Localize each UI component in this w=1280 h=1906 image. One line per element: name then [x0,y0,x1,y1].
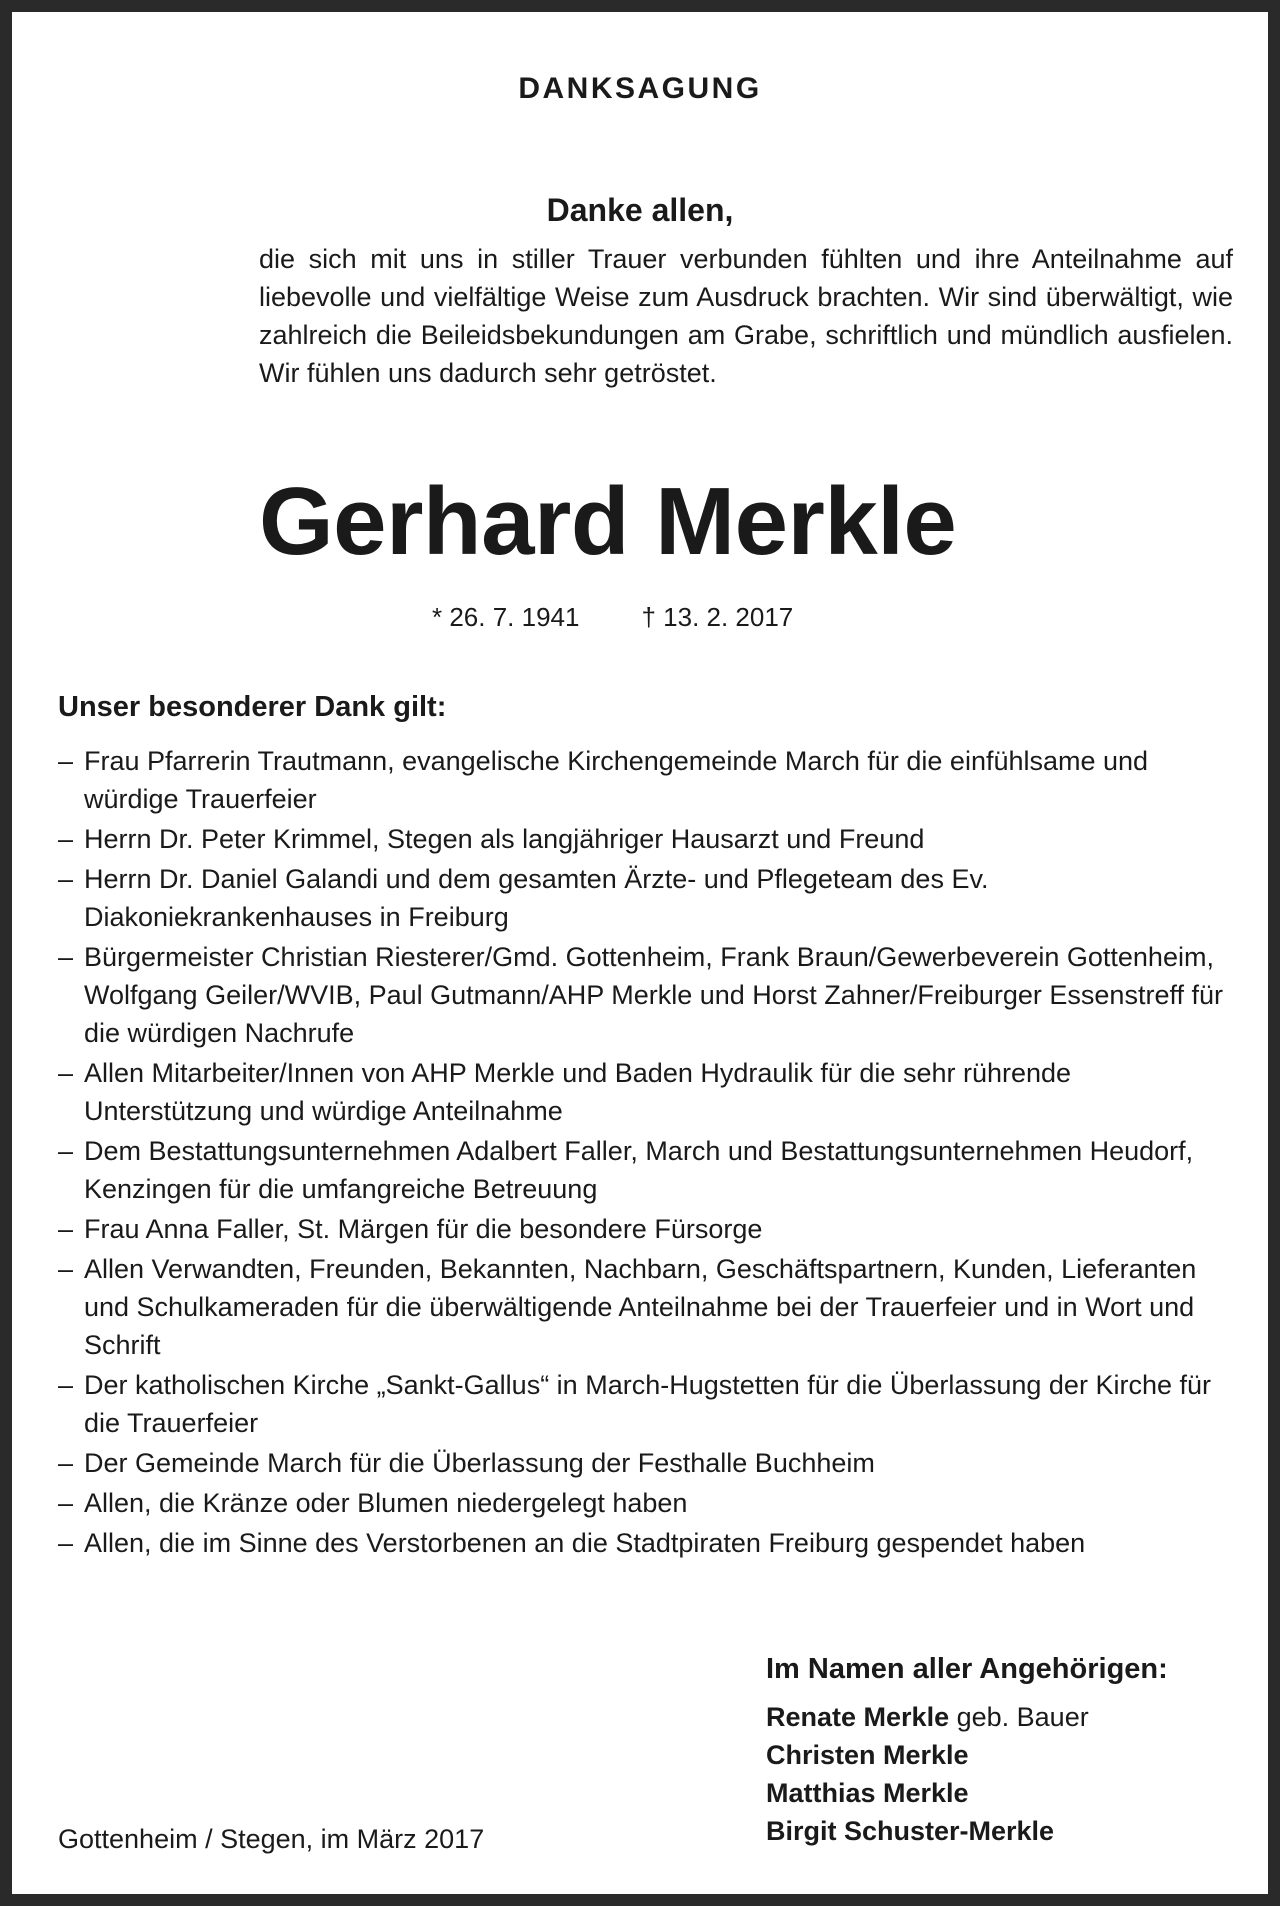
thanks-item: – Der Gemeinde March für die Überlassung der Festhalle Buchheim [58,1448,875,1478]
signoff-block [766,1650,1236,1850]
thanks-item: – Allen Mitarbeiter/Innen von AHP Merkle und Baden Hydraulik für die sehr rührende Unterstützung und würdige Anteilnahme [58,1058,1072,1126]
thanks-item: – Allen, die Kränze oder Blumen niedergelegt haben [58,1488,688,1518]
intro-paragraph: die sich mit uns in stiller Trauer verbunden fühlten und ihre Anteilnahme auf liebevolle und vielfältige Weise zum Ausdruck brachten. Wir sind überwältigt, wie zahlreich die Beileidsbekundungen am Grabe, schriftlich und mündlich ausfielen. Wir fühlen uns dadurch sehr getröstet. [259,244,1233,388]
signer: Birgit Schuster-Merkle [766,1816,1055,1846]
birth-date: * 26. 7. 1941 [432,602,580,632]
thanks-item: – Herrn Dr. Daniel Galandi und dem gesamten Ärzte- und Pflegeteam des Ev. Diakoniekrankenhauses in Freiburg [58,864,989,932]
thanks-item: – Allen Verwandten, Freunden, Bekannten, Nachbarn, Geschäftspartnern, Kunden, Lieferanten und Schulkameraden für die überwältigende Anteilnahme bei der Trauerfeier und in Wort und Schrift [58,1254,1197,1360]
thanks-item: – Herrn Dr. Peter Krimmel, Stegen als langjähriger Hausarzt und Freund [58,824,925,854]
signer: Renate Merkle geb. Bauer [766,1702,1089,1732]
thanks-item: – Dem Bestattungsunternehmen Adalbert Faller, March und Bestattungsunternehmen Heudorf, Kenzingen für die umfangreiche Betreuung [58,1136,1194,1204]
life-dates [432,600,793,634]
deceased-name: Gerhard Merkle [259,468,957,575]
thanks-item: – Der katholischen Kirche „Sankt-Gallus“ in March-Hugstetten für die Überlassung der Kirche für die Trauerfeier [58,1370,1211,1438]
signer: Christen Merkle [766,1740,969,1770]
obituary-notice [12,12,1268,1894]
signoff-heading: Im Namen aller Angehörigen: [766,1653,1168,1685]
thanks-list-title: Unser besonderer Dank gilt: [58,691,447,723]
thanks-item: – Frau Pfarrerin Trautmann, evangelische Kirchengemeinde March für die einfühlsame und würdige Trauerfeier [58,746,1149,814]
thanks-list [58,742,1238,1564]
thanks-item: – Frau Anna Faller, St. Märgen für die besondere Fürsorge [58,1214,763,1244]
place-and-date: Gottenheim / Stegen, im März 2017 [58,1824,485,1854]
thanks-item: – Allen, die im Sinne des Verstorbenen an die Stadtpiraten Freiburg gespendet haben [58,1528,1086,1558]
thanks-heading: Danke allen, [546,192,734,228]
signer: Matthias Merkle [766,1778,969,1808]
notice-header: DANKSAGUNG [518,72,762,105]
death-date: † 13. 2. 2017 [641,602,794,632]
thanks-item: – Bürgermeister Christian Riesterer/Gmd. Gottenheim, Frank Braun/Gewerbeverein Gottenheim, Wolfgang Geiler/WVIB, Paul Gutmann/AHP Merkle und Horst Zahner/Freiburger Essenstreff für die würdigen Nachrufe [58,942,1223,1048]
